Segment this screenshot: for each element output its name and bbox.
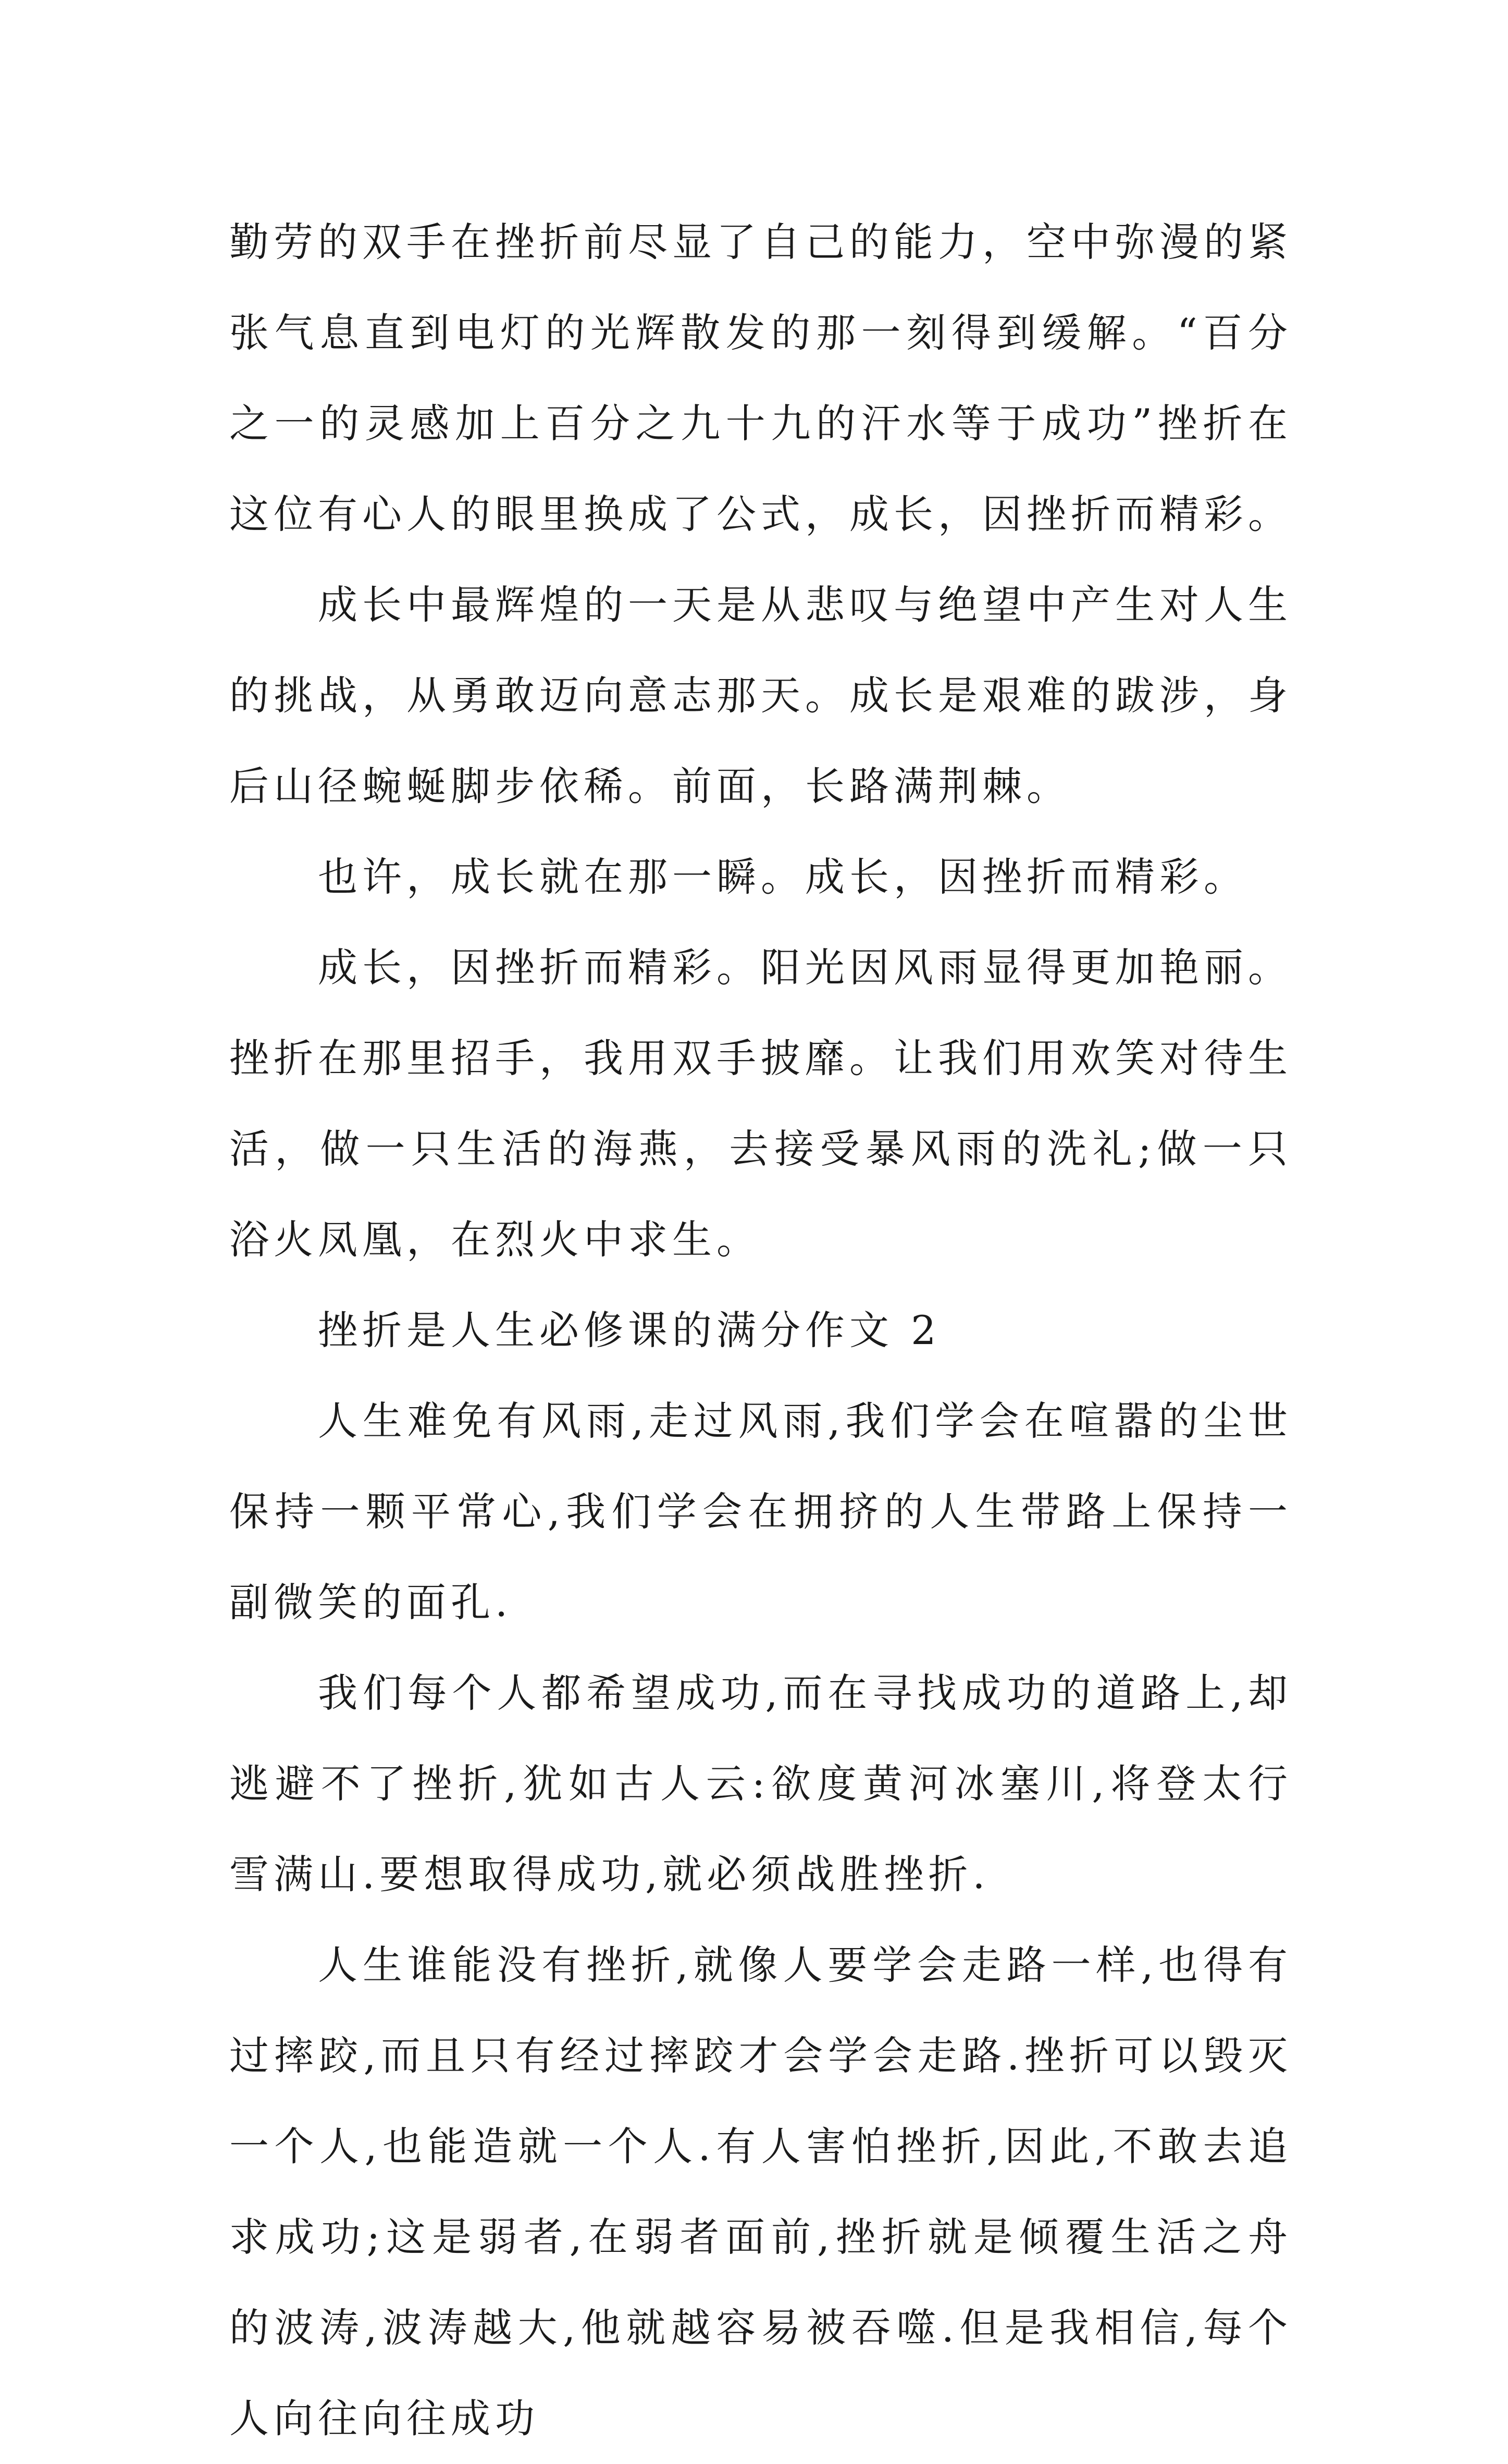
essay-heading: 挫折是人生必修课的满分作文 2 <box>318 1307 941 1353</box>
paragraph-3: 也许，成长就在那一瞬。成长，因挫折而精彩。 <box>318 854 1248 900</box>
paragraph-5: 人生难免有风雨,走过风雨,我们学会在喧嚣的尘世保持一颗平常心,我们学会在拥挤的人生带路上保持一副微笑的面孔. <box>229 1398 1292 1625</box>
paragraph-4: 成长，因挫折而精彩。阳光因风雨显得更加艳丽。挫折在那里招手，我用双手披靡。让我们用欢笑对待生活，做一只生活的海燕，去接受暴风雨的洗礼;做一只浴火凤凰，在烈火中求生。 <box>229 944 1292 1263</box>
paragraph-7: 人生谁能没有挫折,就像人要学会走路一样,也得有过摔跤,而且只有经过摔跤才会学会走路.挫折可以毁灭一个人,也能造就一个人.有人害怕挫折,因此,不敢去追求成功;这是弱者,在弱者面前,挫折就是倾覆生活之舟的波涛,波涛越大,他就越容易被吞噬.但是我相信,每个人向往向往成功 <box>229 1942 1292 2442</box>
paragraph-1: 勤劳的双手在挫折前尽显了自己的能力，空中弥漫的紧张气息直到电灯的光辉散发的那一刻得到缓解。“百分之一的灵感加上百分之九十九的汗水等于成功”挫折在这位有心人的眼里换成了公式，成长，因挫折而精彩。 <box>229 219 1292 537</box>
paragraph-6: 我们每个人都希望成功,而在寻找成功的道路上,却逃避不了挫折,犹如古人云:欲度黄河冰塞川,将登太行雪满山.要想取得成功,就必须战胜挫折. <box>229 1670 1292 1898</box>
body-text <box>229 197 1292 2464</box>
paragraph-2: 成长中最辉煌的一天是从悲叹与绝望中产生对人生的挑战，从勇敢迈向意志那天。成长是艰难的跋涉，身后山径蜿蜒脚步依稀。前面，长路满荆棘。 <box>229 582 1292 809</box>
